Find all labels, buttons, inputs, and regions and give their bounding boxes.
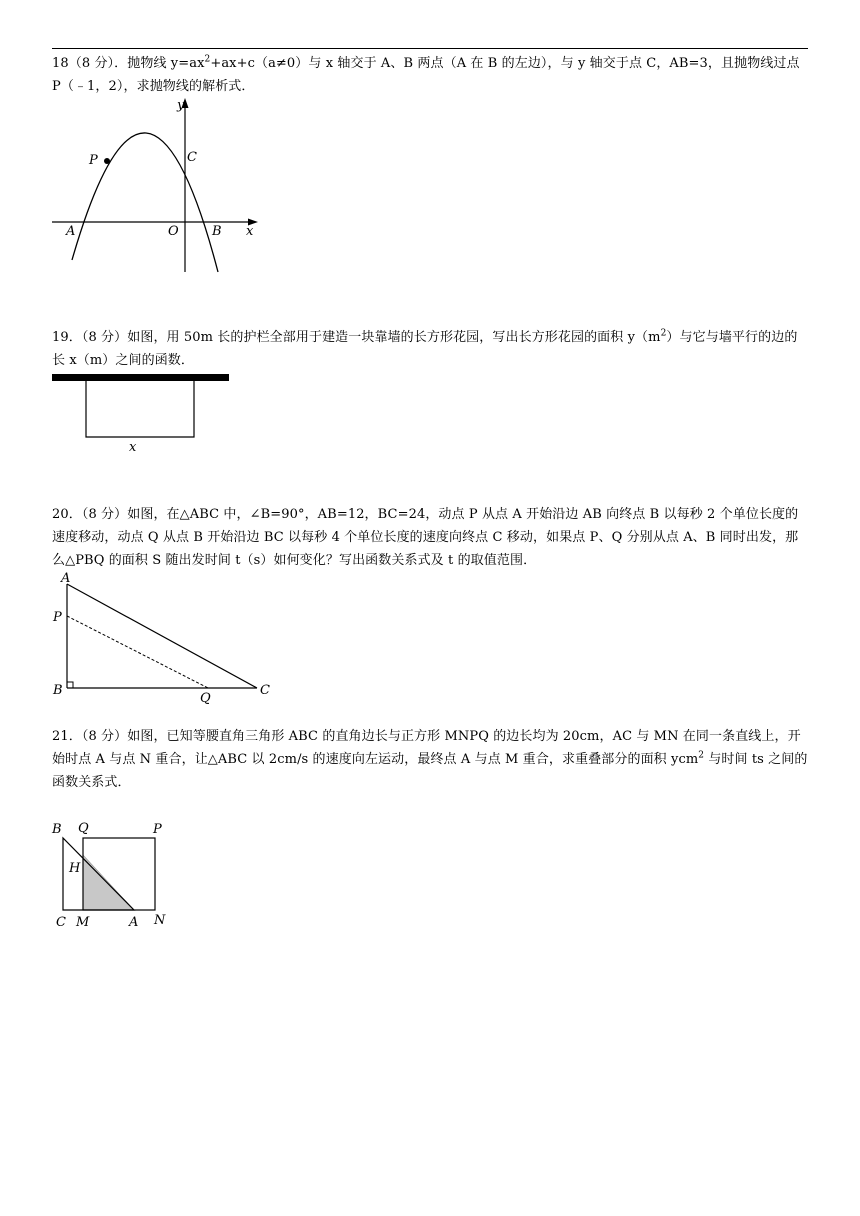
label-n: N bbox=[154, 913, 166, 928]
parabola-graph bbox=[52, 92, 272, 282]
side-ac bbox=[67, 584, 257, 688]
label-b: B bbox=[53, 683, 63, 698]
segment-pq bbox=[67, 616, 208, 688]
label-c: C bbox=[56, 915, 66, 930]
point-p-dot bbox=[104, 158, 110, 164]
label-a: A bbox=[61, 571, 71, 586]
right-angle-mark bbox=[67, 682, 73, 688]
problem-19-text: 19．（8 分）如图，用 50m 长的护栏全部用于建造一块靠墙的长方形花园，写出长方形花园的面积 $y(m^2)$与它与墙平行的边的长 x（m）之间的函数． bbox=[52, 328, 798, 368]
label-c: C bbox=[260, 683, 270, 698]
label-o: O bbox=[168, 224, 179, 239]
label-a: A bbox=[66, 224, 76, 239]
label-y: y bbox=[177, 98, 185, 113]
label-q: Q bbox=[200, 691, 211, 706]
garden-fence bbox=[86, 381, 194, 437]
wall bbox=[52, 374, 229, 381]
problem-21-figure bbox=[50, 818, 180, 938]
label-x-length: x bbox=[129, 440, 137, 455]
problem-19-figure bbox=[52, 372, 232, 460]
label-h: H bbox=[69, 861, 81, 876]
triangle-abc-diagram bbox=[50, 570, 280, 708]
label-b: B bbox=[52, 822, 62, 837]
header-rule bbox=[52, 48, 808, 49]
label-m: M bbox=[76, 915, 90, 930]
problem-20-text: 20．（8 分）如图，在△ABC 中，∠B=90°，AB=12，BC=24，动点 P 从点 A 开始沿边 AB 向终点 B 以每秒 2 个单位长度的速度移动，动点 Q 从点 B 开始沿边 BC 以每秒 4 个单位长度的速度向终点 C 移动，如果点 P、Q 分别从点 A、B 同时出发，那么△PBQ 的面积 S 随出发时间 t（s）如何变化？写出函数关系式及 t 的取值范围． bbox=[52, 507, 799, 568]
garden-diagram bbox=[52, 372, 232, 456]
square-triangle-diagram bbox=[50, 818, 180, 934]
label-a: A bbox=[129, 915, 139, 930]
problem-21-text: 21．（8 分）如图，已知等腰直角三角形 ABC 的直角边长与正方形 MNPQ 的边长均为 20cm，AC 与 MN 在同一条直线上，开始时点 A 与点 N 重合，让△ABC 以 2cm/s 的速度向左运动，最终点 A 与点 M 重合，求重叠部分的面积 ycm$^2$ 与时间 ts 之间的函数关系式． bbox=[52, 729, 808, 790]
label-b: B bbox=[212, 224, 222, 239]
problem-18-text: 18（8 分）．抛物线 $y=ax^2+ax+c(a\ne 0)$与 x 轴交于 A、B 两点（A 在 B 的左边），与 y 轴交于点 C，AB=3，且抛物线过点 P（﹣1，2），求抛物线的解析式． bbox=[52, 54, 800, 94]
label-p: P bbox=[53, 610, 62, 625]
label-p: P bbox=[89, 153, 98, 168]
problem-20-figure bbox=[50, 570, 280, 712]
problem-18-figure bbox=[52, 92, 272, 286]
label-p: P bbox=[153, 822, 162, 837]
label-x: x bbox=[246, 224, 254, 239]
label-c: C bbox=[187, 150, 197, 165]
label-q: Q bbox=[78, 821, 89, 836]
